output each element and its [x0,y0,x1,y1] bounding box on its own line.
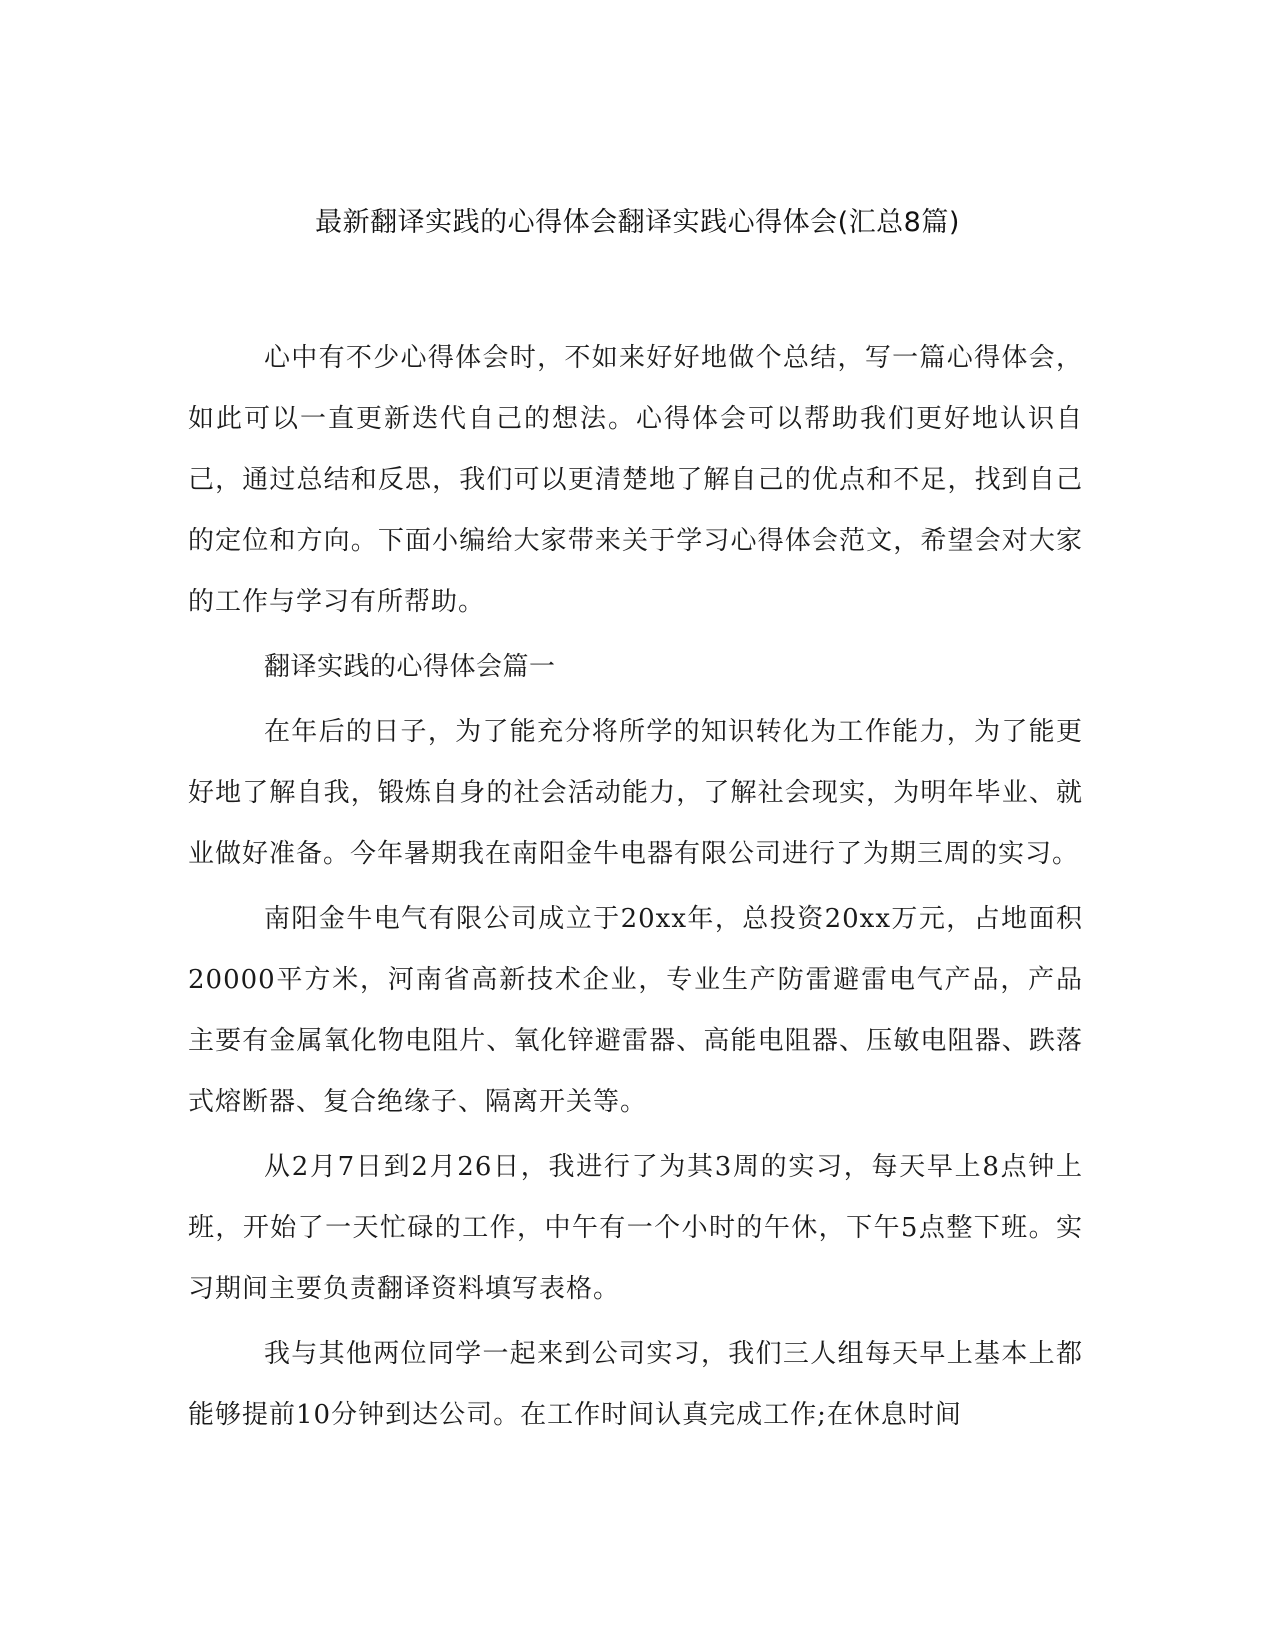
body-paragraph: 南阳金牛电气有限公司成立于20xx年，总投资20xx万元，占地面积20000平方米，河南省高新技术企业，专业生产防雷避雷电气产品，产品主要有金属氧化物电阻片、氧化锌避雷器、高能电阻器、压敏电阻器、跌落式熔断器、复合绝缘子、隔离开关等。 [188,904,1083,1117]
body-paragraph: 从2月7日到2月26日，我进行了为其3周的实习，每天早上8点钟上班，开始了一天忙碌的工作，中午有一个小时的午休，下午5点整下班。实习期间主要负责翻译资料填写表格。 [188,1152,1083,1304]
body-paragraph: 在年后的日子，为了能充分将所学的知识转化为工作能力，为了能更好地了解自我，锻炼自身的社会活动能力，了解社会现实，为明年毕业、就业做好准备。今年暑期我在南阳金牛电器有限公司进行了为期三周的实习。 [188,717,1083,869]
document-title: 最新翻译实践的心得体会翻译实践心得体会(汇总8篇) [315,207,960,238]
body-paragraph: 我与其他两位同学一起来到公司实习，我们三人组每天早上基本上都能够提前10分钟到达公司。在工作时间认真完成工作;在休息时间 [188,1339,1083,1430]
section-heading: 翻译实践的心得体会篇一 [264,652,556,682]
intro-paragraph: 心中有不少心得体会时，不如来好好地做个总结，写一篇心得体会，如此可以一直更新迭代自己的想法。心得体会可以帮助我们更好地认识自己，通过总结和反思，我们可以更清楚地了解自己的优点和不足，找到自己的定位和方向。下面小编给大家带来关于学习心得体会范文，希望会对大家的工作与学习有所帮助。 [188,343,1083,617]
document-body [188,328,1083,1450]
